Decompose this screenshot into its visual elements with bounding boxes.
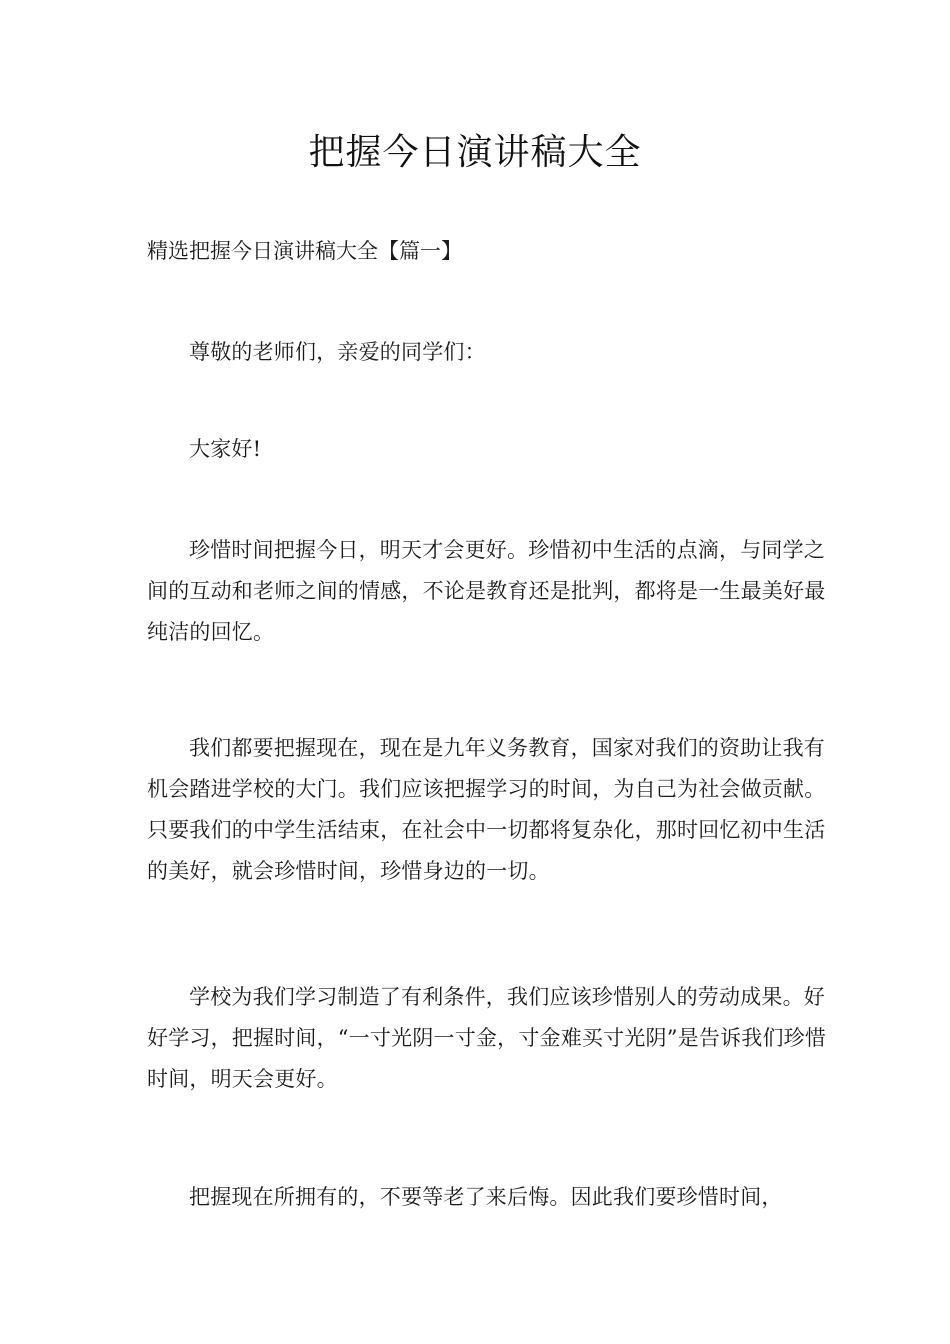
paragraph-hello: 大家好! [189,437,262,461]
paragraph: 学校为我们学习制造了有利条件，我们应该珍惜别人的劳动成果。好好学习，把握时间，“一寸光阴一寸金，寸金难买寸光阴”是告诉我们珍惜时间，明天会更好。 [147,985,827,1091]
paragraph-greeting: 尊敬的老师们，亲爱的同学们： [189,340,486,364]
paragraph: 珍惜时间把握今日，明天才会更好。珍惜初中生活的点滴，与同学之间的互动和老师之间的情感，不论是教育还是批判，都将是一生最美好最纯洁的回忆。 [147,538,826,644]
paragraph: 把握现在所拥有的，不要等老了来后悔。因此我们要珍惜时间， [189,1185,783,1209]
section-heading: 精选把握今日演讲稿大全【篇一】 [147,239,462,263]
paragraph: 我们都要把握现在，现在是九年义务教育，国家对我们的资助让我有机会踏进学校的大门。我们应该把握学习的时间，为自己为社会做贡献。只要我们的中学生活结束，在社会中一切都将复杂化，那时回忆初中生活的美好，就会珍惜时间，珍惜身边的一切。 [147,736,826,883]
document-title: 把握今日演讲稿大全 [308,132,642,173]
